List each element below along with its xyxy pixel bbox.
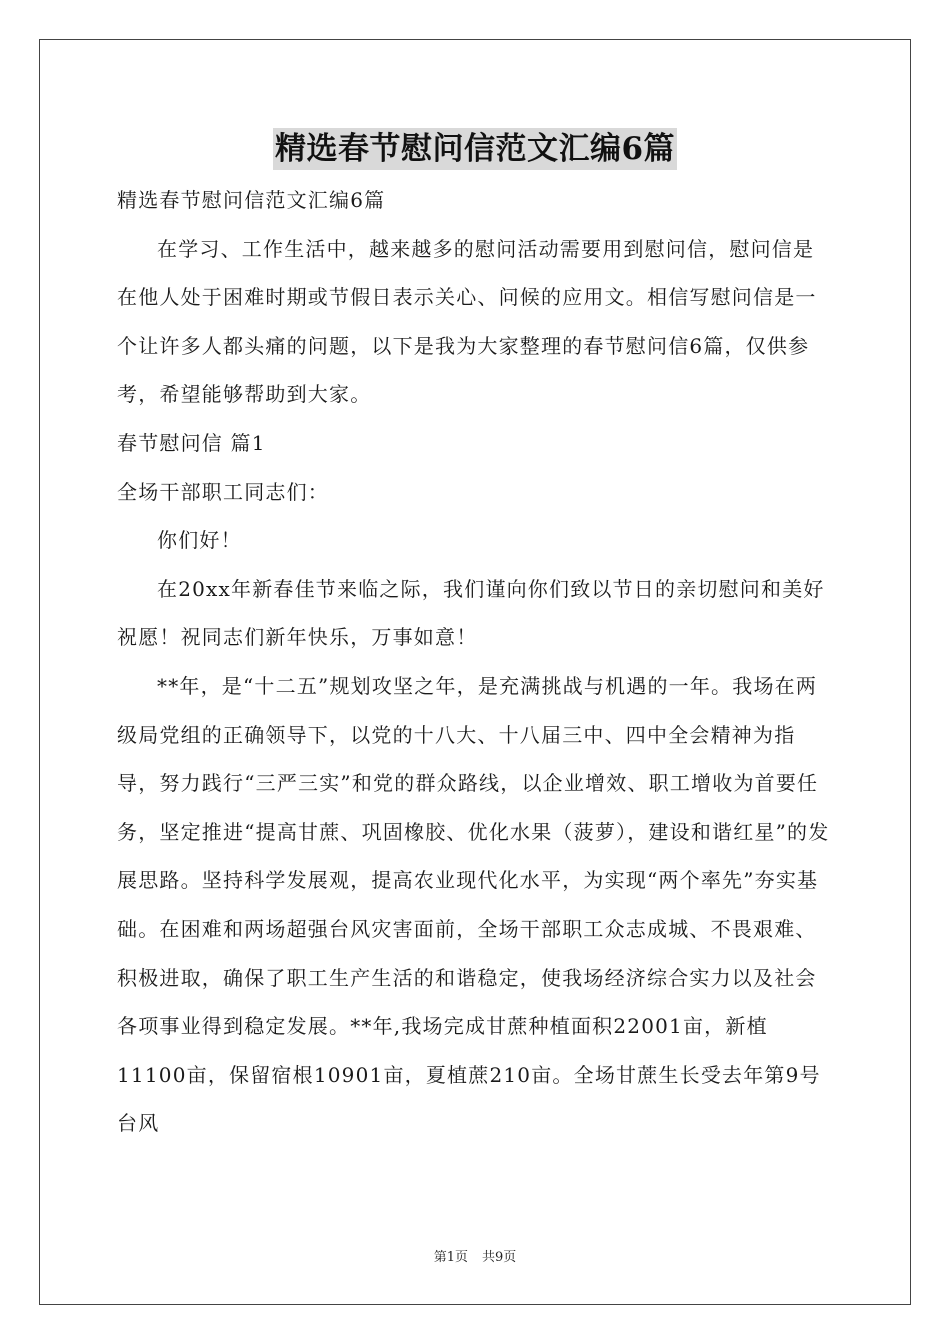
document-body bbox=[117, 176, 833, 1148]
paragraph-intro: 在学习、工作生活中，越来越多的慰问活动需要用到慰问信，慰问信是在他人处于困难时期或节假日表示关心、问候的应用文。相信写慰问信是一个让许多人都头痛的问题，以下是我为大家整理的春节慰问信6篇，仅供参考，希望能够帮助到大家。 bbox=[117, 236, 817, 407]
page-total: 共9页 bbox=[482, 1250, 517, 1265]
paragraph-subtitle: 精选春节慰问信范文汇编6篇 bbox=[117, 188, 386, 212]
salutation: 全场干部职工同志们： bbox=[117, 479, 329, 504]
document-title: 精选春节慰问信范文汇编6篇 bbox=[273, 128, 677, 170]
paragraph-review: **年，是“十二五”规划攻坚之年，是充满挑战与机遇的一年。我场在两级局党组的正确领导下，以党的十八大、十八届三中、四中全会精神为指导，努力践行“三严三实”和党的群众路线，以企业增效、职工增收为首要任务，坚定推进“提高甘蔗、巩固橡胶、优化水果（菠萝），建设和谐红星”的发展思路。坚持科学发展观，提高农业现代化水平，为实现“两个率先”夯实基础。在困难和两场超强台风灾害面前，全场干部职工众志成城、不畏艰难、积极进取，确保了职工生产生活的和谐稳定，使我场经济综合实力以及社会各项事业得到稳定发展。**年,我场完成甘蔗种植面积22001亩，新植11100亩，保留宿根10901亩，夏植蔗210亩。全场甘蔗生长受去年第9号台风 bbox=[117, 673, 830, 1136]
paragraph-wishes: 在20xx年新春佳节来临之际，我们谨向你们致以节日的亲切慰问和美好祝愿！祝同志们新年快乐，万事如意！ bbox=[117, 576, 825, 650]
section-heading: 春节慰问信 篇1 bbox=[117, 430, 266, 455]
page-footer bbox=[0, 1246, 950, 1265]
title-container bbox=[0, 128, 950, 170]
page-number: 第1页 bbox=[433, 1250, 468, 1265]
greeting: 你们好！ bbox=[157, 528, 242, 553]
